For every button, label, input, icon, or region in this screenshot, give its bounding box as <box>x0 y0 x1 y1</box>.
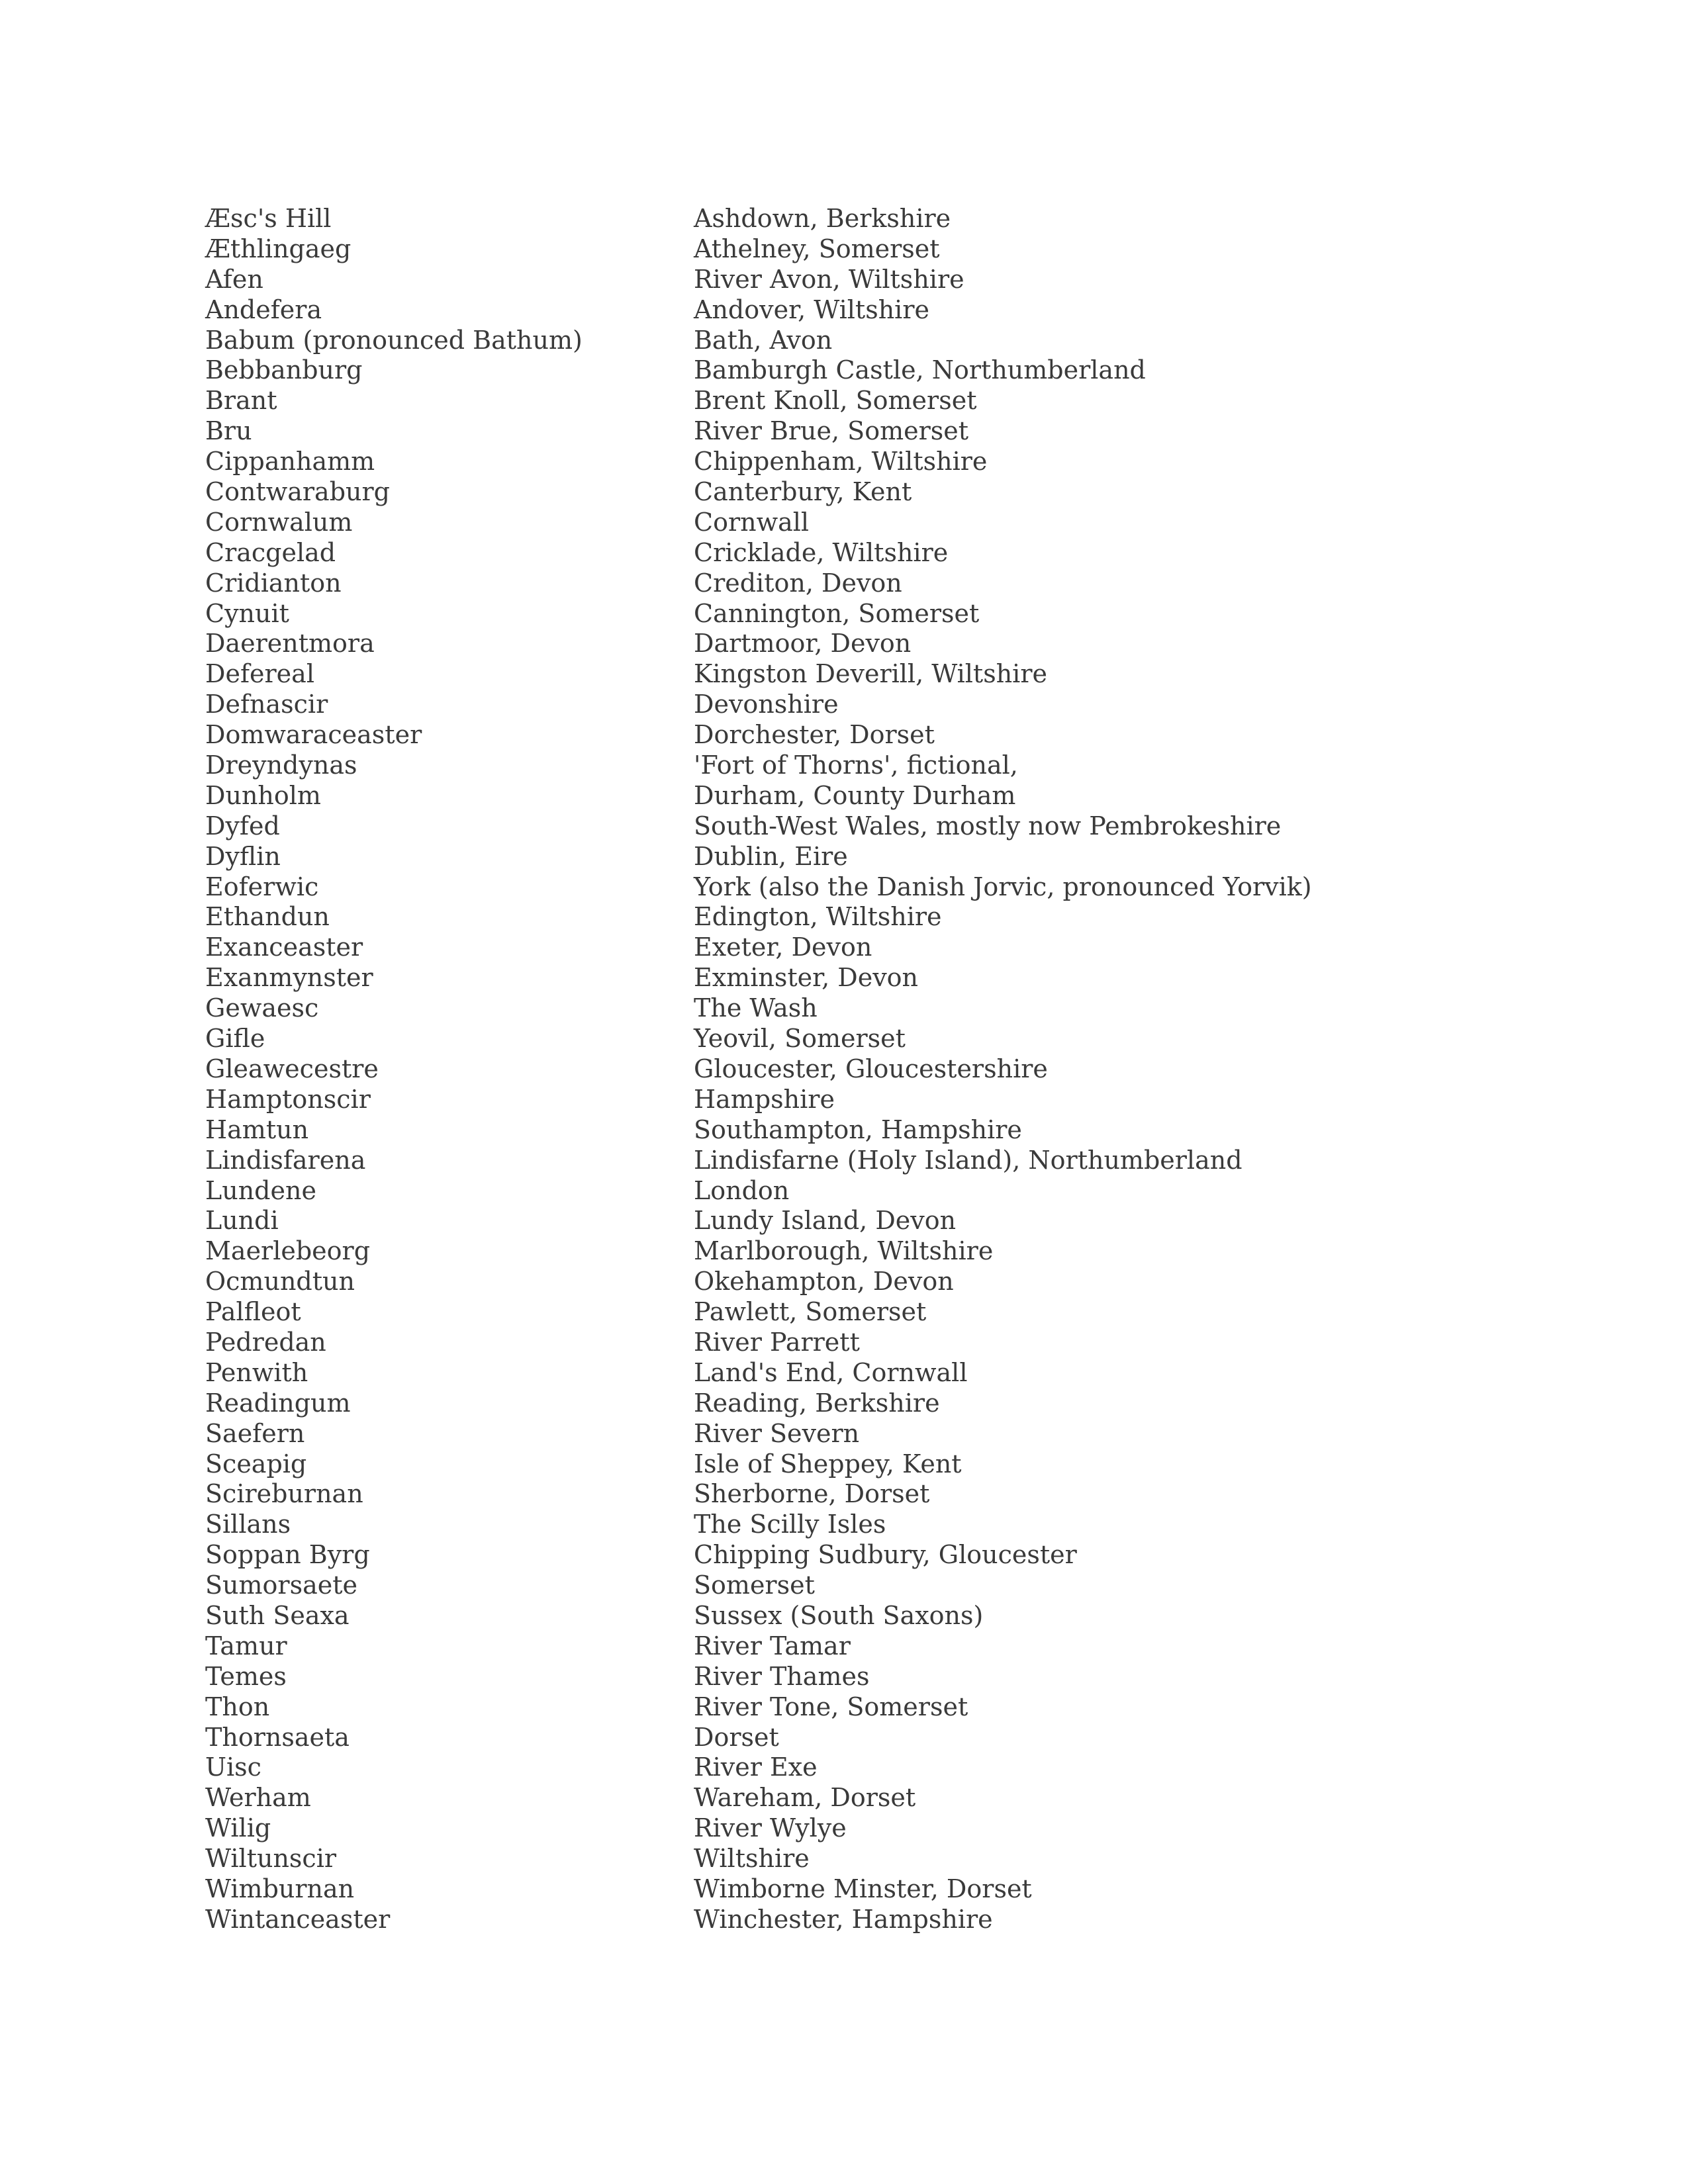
place-row <box>205 751 1529 781</box>
modern-place-name: River Wylye <box>694 1813 847 1843</box>
modern-place-name: Dorset <box>694 1722 779 1752</box>
modern-place-name: Somerset <box>694 1570 815 1600</box>
modern-place-name: Land's End, Cornwall <box>694 1357 968 1387</box>
place-row <box>205 1236 1529 1267</box>
place-row <box>205 1054 1529 1085</box>
modern-place-name: Crediton, Devon <box>694 568 902 598</box>
old-place-name: Lindisfarena <box>205 1145 366 1175</box>
place-row <box>205 1146 1529 1176</box>
old-place-name: Afen <box>205 264 263 294</box>
old-place-name: Wilig <box>205 1813 271 1843</box>
old-place-name: Scireburnan <box>205 1479 363 1509</box>
modern-place-name: River Brue, Somerset <box>694 416 969 446</box>
modern-place-name: Cannington, Somerset <box>694 598 980 628</box>
place-row <box>205 1297 1529 1328</box>
old-place-name: Defnascir <box>205 690 328 719</box>
modern-place-name: Exminster, Devon <box>694 963 919 993</box>
old-place-name: Thornsaeta <box>205 1722 350 1752</box>
modern-place-name: London <box>694 1175 790 1205</box>
modern-place-name: Lindisfarne (Holy Island), Northumberland <box>694 1145 1243 1175</box>
modern-place-name: Wiltshire <box>694 1844 810 1874</box>
place-row <box>205 1206 1529 1236</box>
old-place-name: Gewaesc <box>205 993 319 1023</box>
old-place-name: Cornwalum <box>205 507 353 537</box>
place-row <box>205 933 1529 963</box>
modern-place-name: River Parrett <box>694 1327 860 1357</box>
modern-place-name: Durham, County Durham <box>694 780 1016 810</box>
modern-place-name: Reading, Berkshire <box>694 1388 940 1418</box>
old-place-name: Wintanceaster <box>205 1904 391 1934</box>
place-row <box>205 1752 1529 1783</box>
old-place-name: Tamur <box>205 1631 287 1661</box>
place-row <box>205 1783 1529 1813</box>
old-place-name: Exanceaster <box>205 933 363 962</box>
old-place-name: Hamptonscir <box>205 1084 371 1114</box>
old-place-name: Cracgelad <box>205 537 336 567</box>
old-place-name: Ethandun <box>205 902 330 932</box>
old-place-name: Dyfed <box>205 811 280 841</box>
place-row <box>205 599 1529 629</box>
old-place-name: Wiltunscir <box>205 1844 337 1874</box>
modern-place-name: Southampton, Hampshire <box>694 1115 1022 1144</box>
old-place-name: Daerentmora <box>205 629 375 659</box>
place-name-table <box>205 204 1529 1935</box>
old-place-name: Andefera <box>205 295 322 324</box>
old-place-name: Palfleot <box>205 1297 301 1327</box>
modern-place-name: Andover, Wiltshire <box>694 295 929 324</box>
place-row <box>205 1176 1529 1206</box>
place-row <box>205 1874 1529 1905</box>
modern-place-name: Dorchester, Dorset <box>694 720 935 750</box>
modern-place-name: Dublin, Eire <box>694 841 848 871</box>
modern-place-name: Canterbury, Kent <box>694 477 912 507</box>
modern-place-name: Okehampton, Devon <box>694 1267 954 1297</box>
old-place-name: Maerlebeorg <box>205 1236 371 1266</box>
old-place-name: Soppan Byrg <box>205 1540 370 1570</box>
old-place-name: Contwaraburg <box>205 477 390 507</box>
modern-place-name: Chippenham, Wiltshire <box>694 447 988 477</box>
modern-place-name: 'Fort of Thorns', fictional, <box>694 751 1018 780</box>
old-place-name: Ocmundtun <box>205 1267 355 1297</box>
place-row <box>205 1419 1529 1449</box>
modern-place-name: Bath, Avon <box>694 325 833 355</box>
old-place-name: Pedredan <box>205 1327 326 1357</box>
modern-place-name: Winchester, Hampshire <box>694 1904 993 1934</box>
modern-place-name: Marlborough, Wiltshire <box>694 1236 994 1266</box>
place-row <box>205 902 1529 933</box>
place-row <box>205 234 1529 265</box>
place-row <box>205 447 1529 477</box>
old-place-name: Lundene <box>205 1175 316 1205</box>
old-place-name: Defereal <box>205 659 314 689</box>
modern-place-name: River Tone, Somerset <box>694 1692 968 1721</box>
modern-place-name: Exeter, Devon <box>694 933 872 962</box>
place-row <box>205 872 1529 903</box>
place-row <box>205 508 1529 538</box>
old-place-name: Gifle <box>205 1024 265 1054</box>
old-place-name: Readingum <box>205 1388 351 1418</box>
modern-place-name: Edington, Wiltshire <box>694 902 942 932</box>
modern-place-name: Ashdown, Berkshire <box>694 204 951 233</box>
place-row <box>205 1115 1529 1146</box>
place-row <box>205 1510 1529 1540</box>
modern-place-name: South-West Wales, mostly now Pembrokeshire <box>694 811 1282 841</box>
old-place-name: Bebbanburg <box>205 355 363 385</box>
old-place-name: Æsc's Hill <box>205 204 332 233</box>
old-place-name: Wimburnan <box>205 1874 355 1903</box>
modern-place-name: River Thames <box>694 1661 870 1691</box>
place-row <box>205 1540 1529 1570</box>
place-row <box>205 1601 1529 1631</box>
modern-place-name: Athelney, Somerset <box>694 234 940 263</box>
place-row <box>205 1662 1529 1692</box>
modern-place-name: York (also the Danish Jorvic, pronounced Yorvik) <box>694 872 1312 901</box>
modern-place-name: Yeovil, Somerset <box>694 1024 906 1054</box>
modern-place-name: Bamburgh Castle, Northumberland <box>694 355 1146 385</box>
place-row <box>205 1723 1529 1753</box>
place-row <box>205 265 1529 295</box>
place-row <box>205 781 1529 811</box>
old-place-name: Thon <box>205 1692 270 1721</box>
modern-place-name: Cricklade, Wiltshire <box>694 537 949 567</box>
place-row <box>205 1844 1529 1874</box>
place-row <box>205 1267 1529 1297</box>
old-place-name: Suth Seaxa <box>205 1600 350 1630</box>
place-row <box>205 659 1529 690</box>
old-place-name: Æthlingaeg <box>205 234 352 263</box>
old-place-name: Werham <box>205 1783 311 1813</box>
place-row <box>205 416 1529 447</box>
old-place-name: Exanmynster <box>205 963 373 993</box>
place-row <box>205 1358 1529 1388</box>
place-row <box>205 355 1529 386</box>
modern-place-name: Sherborne, Dorset <box>694 1479 930 1509</box>
modern-place-name: Wimborne Minster, Dorset <box>694 1874 1032 1903</box>
place-row <box>205 386 1529 416</box>
place-row <box>205 477 1529 508</box>
old-place-name: Gleawecestre <box>205 1054 379 1083</box>
old-place-name: Bru <box>205 416 252 446</box>
modern-place-name: The Wash <box>694 993 818 1023</box>
place-row <box>205 204 1529 234</box>
modern-place-name: Kingston Deverill, Wiltshire <box>694 659 1047 689</box>
place-row <box>205 720 1529 751</box>
place-row <box>205 295 1529 326</box>
modern-place-name: Devonshire <box>694 690 839 719</box>
modern-place-name: The Scilly Isles <box>694 1510 886 1539</box>
place-row <box>205 1328 1529 1358</box>
place-row <box>205 1085 1529 1115</box>
old-place-name: Lundi <box>205 1206 279 1236</box>
modern-place-name: River Exe <box>694 1752 818 1782</box>
modern-place-name: Dartmoor, Devon <box>694 629 912 659</box>
old-place-name: Sillans <box>205 1510 291 1539</box>
modern-place-name: Cornwall <box>694 507 810 537</box>
place-row <box>205 811 1529 842</box>
old-place-name: Saefern <box>205 1418 305 1448</box>
old-place-name: Penwith <box>205 1357 308 1387</box>
modern-place-name: River Severn <box>694 1418 860 1448</box>
old-place-name: Temes <box>205 1661 287 1691</box>
modern-place-name: Gloucester, Gloucestershire <box>694 1054 1048 1083</box>
place-row <box>205 326 1529 356</box>
place-row <box>205 1905 1529 1935</box>
place-row <box>205 538 1529 569</box>
modern-place-name: River Avon, Wiltshire <box>694 264 964 294</box>
old-place-name: Dreyndynas <box>205 751 357 780</box>
place-row <box>205 690 1529 720</box>
place-row <box>205 1631 1529 1662</box>
old-place-name: Cynuit <box>205 598 289 628</box>
old-place-name: Hamtun <box>205 1115 309 1144</box>
place-row <box>205 1388 1529 1419</box>
modern-place-name: River Tamar <box>694 1631 851 1661</box>
modern-place-name: Brent Knoll, Somerset <box>694 386 977 416</box>
place-row <box>205 842 1529 872</box>
old-place-name: Sumorsaete <box>205 1570 357 1600</box>
old-place-name: Dyflin <box>205 841 281 871</box>
modern-place-name: Lundy Island, Devon <box>694 1206 957 1236</box>
modern-place-name: Hampshire <box>694 1084 835 1114</box>
modern-place-name: Wareham, Dorset <box>694 1783 916 1813</box>
old-place-name: Domwaraceaster <box>205 720 422 750</box>
old-place-name: Eoferwic <box>205 872 319 901</box>
modern-place-name: Chipping Sudbury, Gloucester <box>694 1540 1077 1570</box>
modern-place-name: Sussex (South Saxons) <box>694 1600 984 1630</box>
place-row <box>205 569 1529 599</box>
place-row <box>205 1024 1529 1054</box>
place-row <box>205 1449 1529 1480</box>
old-place-name: Sceapig <box>205 1449 307 1479</box>
modern-place-name: Isle of Sheppey, Kent <box>694 1449 962 1479</box>
place-row <box>205 1479 1529 1510</box>
old-place-name: Cridianton <box>205 568 342 598</box>
place-row <box>205 1692 1529 1723</box>
old-place-name: Dunholm <box>205 780 321 810</box>
old-place-name: Uisc <box>205 1752 261 1782</box>
old-place-name: Brant <box>205 386 277 416</box>
place-row <box>205 1813 1529 1844</box>
modern-place-name: Pawlett, Somerset <box>694 1297 927 1327</box>
old-place-name: Babum (pronounced Bathum) <box>205 325 583 355</box>
old-place-name: Cippanhamm <box>205 447 375 477</box>
place-row <box>205 1570 1529 1601</box>
place-row <box>205 629 1529 659</box>
place-row <box>205 993 1529 1024</box>
place-row <box>205 963 1529 993</box>
